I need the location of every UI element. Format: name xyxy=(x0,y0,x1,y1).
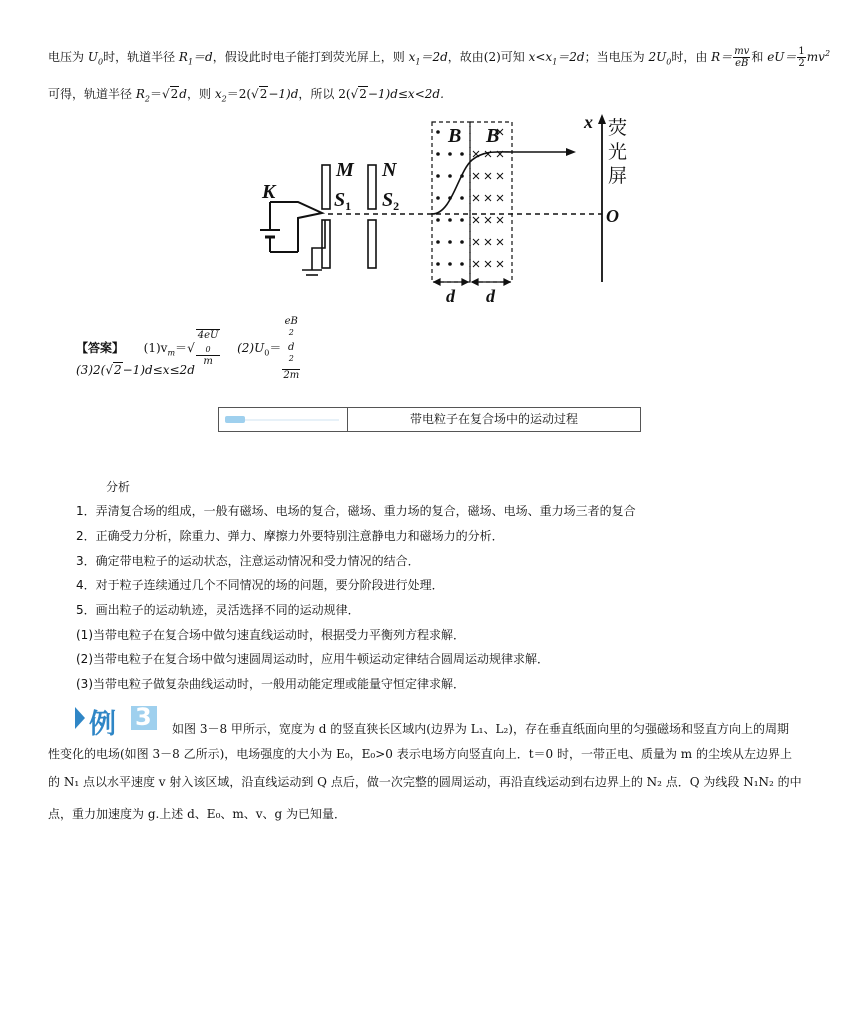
answer-label: 【答案】 xyxy=(76,340,125,355)
field-cross xyxy=(473,261,479,267)
var-R1: $R_1$ xyxy=(178,50,194,67)
text-seg: 和 xyxy=(751,50,764,64)
electron-trajectory xyxy=(432,152,570,214)
example-line-2: 性变化的电场(如图 3－8 乙所示)，电场强度的大小为 E₀，E₀>0 表示电场方向竖直向上．t＝0 时，一带正电、质量为 m 的尘埃从左边界上 xyxy=(48,747,793,761)
field-dot xyxy=(460,152,464,156)
text-seg: 时，由 xyxy=(671,50,708,64)
cathode-k xyxy=(260,202,322,252)
field-cross xyxy=(485,217,491,223)
field-cross xyxy=(473,217,479,223)
example-badge xyxy=(73,703,159,740)
analysis-heading: 分析 xyxy=(106,480,131,494)
section-header-box xyxy=(218,407,641,432)
var-R2: $R_2$ xyxy=(135,87,150,104)
text-seg: ，假设此时电子能打到荧光屏上，则 xyxy=(212,50,405,64)
text-seg: ＝ xyxy=(149,87,162,101)
text-seg: R＝ xyxy=(711,50,733,64)
text-seg: ，所以 2( xyxy=(298,87,351,101)
field-dot xyxy=(436,218,440,222)
field-crosses xyxy=(473,129,503,267)
x-axis-arrow xyxy=(598,114,606,124)
text-seg: d xyxy=(179,87,187,101)
text-seg: 可得，轨道半径 xyxy=(48,87,133,101)
badge-arrow-icon xyxy=(75,707,85,729)
analysis-item: 5．画出粒子的运动轨迹，灵活选择不同的运动规律． xyxy=(76,603,360,617)
field-cross xyxy=(497,239,503,245)
fraction-half: $\frac{1}{2}$ xyxy=(798,46,805,69)
example-line-1: 如图 3－8 甲所示，宽度为 d 的竖直狭长区域内(边界为 L₁、L₂)，存在垂直纸面向里的匀强磁场和竖直方向上的周期 xyxy=(172,722,789,736)
trajectory-arrow xyxy=(566,148,576,156)
field-cross xyxy=(497,195,503,201)
field-dot xyxy=(436,262,440,266)
text-seg: −1)d xyxy=(268,87,299,101)
field-dot xyxy=(448,262,452,266)
text-seg: ＝2( xyxy=(226,87,252,101)
field-dot xyxy=(436,130,440,134)
example-line-3: 的 N₁ 点以水平速度 v 射入该区域，沿直线运动到 Q 点后，做一次完整的圆周运动，再沿直线运动到右边界上的 N₂ 点．Q 为线段 N₁N₂ 的中 xyxy=(48,775,802,789)
analysis-item: (3)当带电粒子做复杂曲线运动时，一般用动能定理或能量守恒定律求解． xyxy=(76,677,466,691)
plate-n-lower xyxy=(368,220,376,268)
label-s1: $S_1$ xyxy=(334,189,352,213)
field-cross xyxy=(497,217,503,223)
decor-pill-icon xyxy=(225,416,245,423)
section-decoration xyxy=(219,408,348,431)
label-o: O xyxy=(606,206,619,226)
analysis-item: 3．确定带电粒子的运动状态，注意运动情况和受力情况的结合． xyxy=(76,554,420,568)
field-cross xyxy=(485,261,491,267)
label-m: M xyxy=(336,159,354,181)
analysis-item: 1．弄清复合场的组成，一般有磁场、电场的复合，磁场、重力场的复合，磁场、电场、重力场三者的复合 xyxy=(76,504,636,518)
field-cross xyxy=(473,173,479,179)
field-dot xyxy=(436,174,440,178)
var-2U0: $2U_0$ xyxy=(648,50,672,67)
electron-apparatus-diagram xyxy=(240,110,660,310)
plate-m-lower xyxy=(322,220,330,268)
analysis-item: 4．对于粒子连续通过几个不同情况的场的问题，要分阶段进行处理． xyxy=(76,578,444,592)
field-cross xyxy=(473,239,479,245)
field-cross xyxy=(485,173,491,179)
text-seg: ；当电压为 xyxy=(584,50,645,64)
analysis-item: (1)当带电粒子在复合场中做匀速直线运动时，根据受力平衡列方程求解． xyxy=(76,628,466,642)
section-title: 带电粒子在复合场中的运动过程 xyxy=(409,412,578,426)
field-dot xyxy=(436,152,440,156)
text-seg: 时，轨道半径 xyxy=(103,50,176,64)
field-dot xyxy=(448,174,452,178)
label-x: x xyxy=(584,112,593,132)
sqrt-2: 2 xyxy=(170,87,179,101)
field-cross xyxy=(497,261,503,267)
example-line-4: 点，重力加速度为 g.上述 d、E₀、m、v、g 为已知量． xyxy=(48,807,347,821)
label-b2: B xyxy=(486,125,500,147)
field-cross xyxy=(485,239,491,245)
sqrt-2: 2 xyxy=(259,87,268,101)
text-seg: −1)d≤x<2d. xyxy=(367,87,444,101)
label-k: K xyxy=(262,181,276,203)
dimension-arrows xyxy=(434,279,510,285)
var-x-lt-x1: $x<x_1=2d$ xyxy=(528,50,585,67)
field-cross xyxy=(473,195,479,201)
badge-text: 例 xyxy=(89,709,116,740)
answer-part-1: $(1)v_m=√$ 4eU $_0$ m xyxy=(143,330,219,368)
field-dot xyxy=(436,240,440,244)
badge-number: 3 xyxy=(135,703,152,731)
sqrt-2: 2 xyxy=(359,87,367,101)
field-dot xyxy=(460,196,464,200)
label-d1: d xyxy=(446,286,455,306)
field-cross xyxy=(485,195,491,201)
text-seg: ，则 xyxy=(186,87,211,101)
label-s2: $S_2$ xyxy=(382,189,400,213)
field-cross xyxy=(497,173,503,179)
label-d2: d xyxy=(486,286,495,306)
plate-m-upper xyxy=(322,165,330,209)
field-dot xyxy=(448,240,452,244)
label-n: N xyxy=(382,159,397,181)
field-dot xyxy=(460,240,464,244)
label-screen-2: 光 xyxy=(608,141,628,163)
field-dot xyxy=(436,196,440,200)
field-dot xyxy=(448,152,452,156)
field-dot xyxy=(460,262,464,266)
var-U0: $U_0$ xyxy=(87,50,104,67)
text-seg: eU＝ xyxy=(767,50,797,64)
text-seg: ＝d xyxy=(193,50,213,64)
var-x2: $x_2$ xyxy=(214,87,227,104)
label-b1: B xyxy=(448,125,462,147)
var-x1: $x_1$ xyxy=(408,50,421,67)
var-mv2: $mv^2$ xyxy=(806,49,831,64)
fraction-mv-eB: $\frac{mv}{eB}$ xyxy=(734,46,750,69)
text-seg: ＝2d xyxy=(420,50,448,64)
solution-line-1 xyxy=(48,46,830,70)
field-dot xyxy=(460,218,464,222)
analysis-item: 2．正确受力分析，除重力、弹力、摩擦力外要特别注意静电力和磁场力的分析． xyxy=(76,529,504,543)
analysis-item: (2)当带电粒子在复合场中做匀速圆周运动时，应用牛顿运动定律结合圆周运动规律求解． xyxy=(76,652,550,666)
answer-part-2: $(2)U_0=$ eB $^2$ d $^2$ 2m xyxy=(237,316,300,381)
field-dot xyxy=(448,218,452,222)
text-seg: 电压为 xyxy=(48,50,85,64)
answer-line-3: (3)2(√2−1)d≤x≤2d xyxy=(76,363,195,377)
plate-n-upper xyxy=(368,165,376,209)
text-seg: ，故由(2)可知 xyxy=(447,50,525,64)
solution-line-2: 可得，轨道半径 $R_2=√2d$，则 $x_2=2(√2-1)d$，所以 2(√2−1)d≤x<2d. xyxy=(48,87,444,104)
label-screen-1: 荧 xyxy=(608,117,628,139)
label-screen-3: 屏 xyxy=(608,165,628,187)
